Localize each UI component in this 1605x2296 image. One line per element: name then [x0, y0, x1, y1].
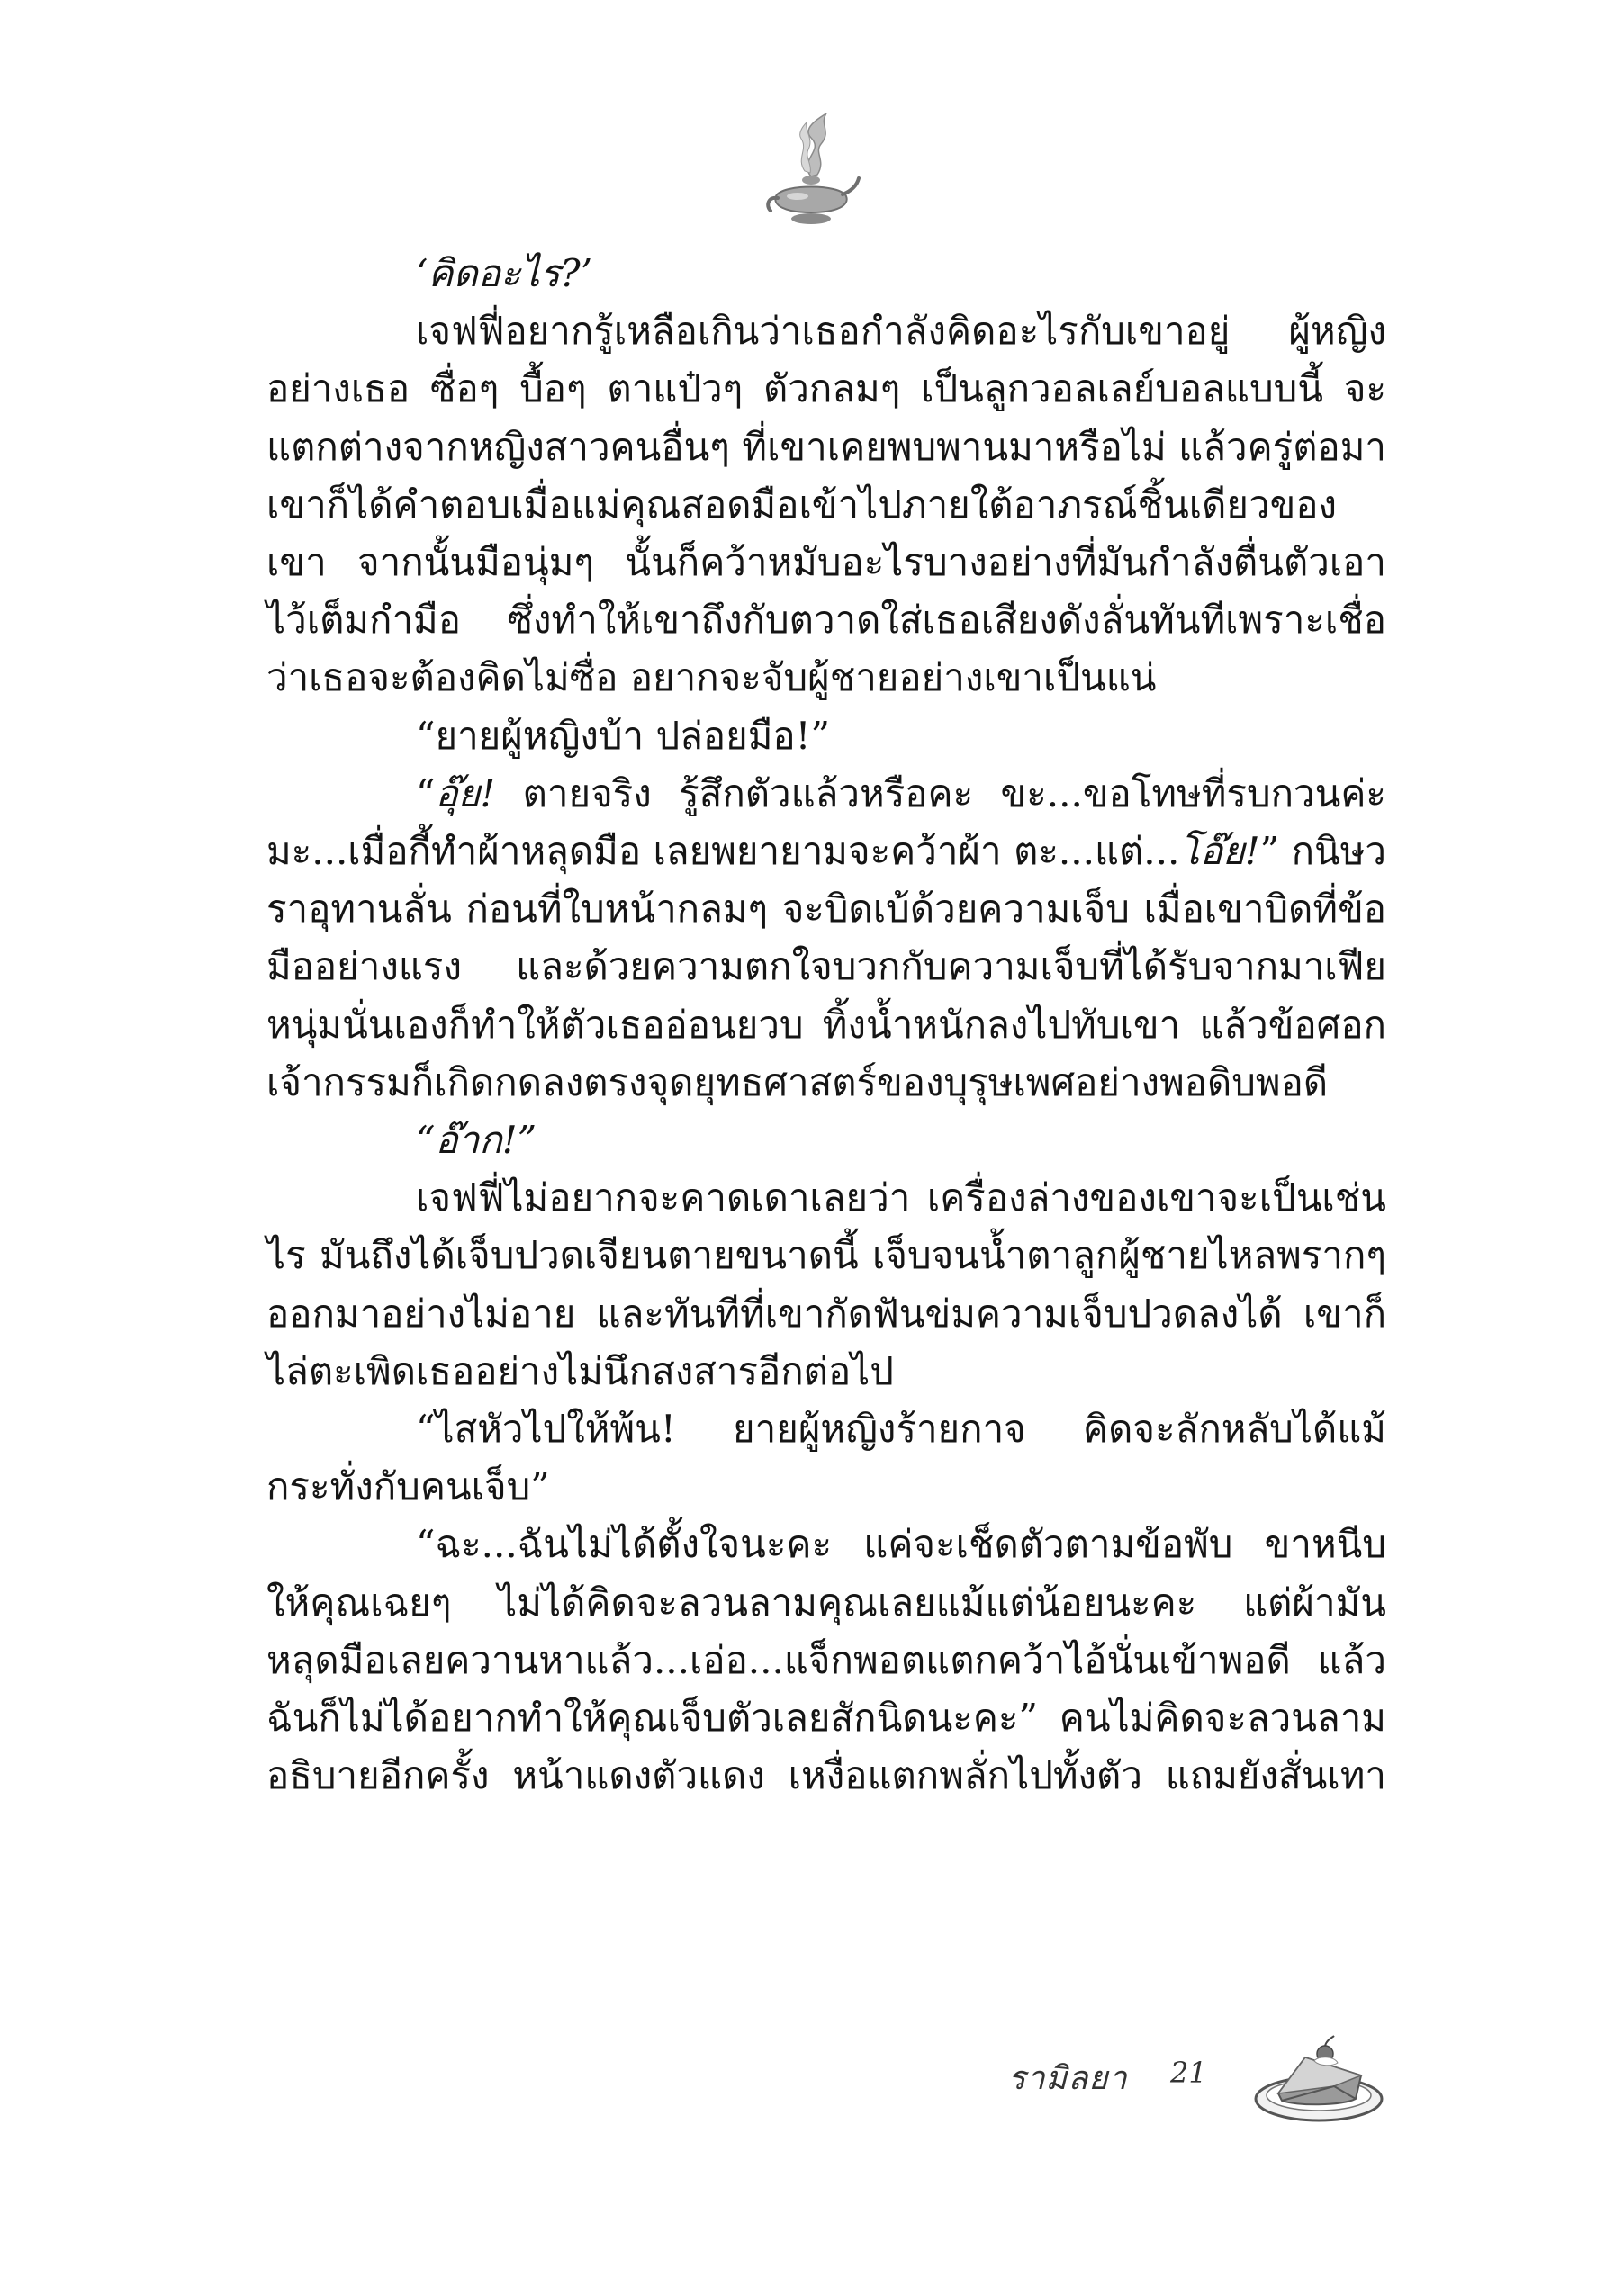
- emphasized-text: “อ๊าก!”: [416, 1118, 537, 1163]
- text-run: ตายจริง รู้สึกตัวแล้วหรือคะ ขะ...ขอโทษที่รบกวนค่ะ มะ...เมื่อกี้ทำผ้าหลุดมือ เลยพยายามจะคว้าผ้า ตะ...แต่...: [266, 770, 1386, 874]
- text-run: “ยายผู้หญิงบ้า ปล่อยมือ!”: [416, 713, 830, 758]
- paragraph: [266, 765, 1386, 1112]
- emphasized-text: โอ๊ย!: [1179, 829, 1260, 874]
- text-run: “: [416, 770, 436, 815]
- page-footer: [972, 2029, 1386, 2128]
- text-run: เจฟฟี่อยากรู้เหลือเกินว่าเธอกำลังคิดอะไรกับเขาอยู่ ผู้หญิงอย่างเธอ ซื่อๆ บื้อๆ ตาแป๋วๆ ตัวกลมๆ เป็นลูกวอลเลย์บอลแบบนี้ จะแตกต่างจากหญิงสาวคนอื่นๆ ที่เขาเคยพบพานมาหรือไม่ แล้วครู่ต่อมาเขาก็ได้คำตอบเมื่อแม่คุณสอดมือเข้าไปภายใต้อาภรณ์ชิ้นเดียวของเขา จากนั้นมือนุ่มๆ นั้นก็คว้าหมับอะไรบางอย่างที่มันกำลังตื่นตัวเอาไว้เต็มกำมือ ซึ่งทำให้เขาถึงกับตวาดใส่เธอเสียงดังลั่นทันทีเพราะเชื่อว่าเธอจะต้องคิดไม่ซื่อ อยากจะจับผู้ชายอย่างเขาเป็นแน่: [266, 309, 1386, 700]
- paragraph: [266, 707, 1386, 765]
- text-run: ” กนิษวราอุทานลั่น ก่อนที่ใบหน้ากลมๆ จะบิดเบ้ด้วยความเจ็บ เมื่อเขาบิดที่ข้อมืออย่างแรง และด้วยความตกใจบวกกับความเจ็บที่ได้รับจากมาเฟียหนุ่มนั่นเองก็ทำให้ตัวเธออ่อนยวบ ทิ้งน้ำหนักลงไปทับเขา แล้วข้อศอกเจ้ากรรมก็เกิดกดลงตรงจุดยุทธศาสตร์ของบุรุษเพศอย่างพอดิบพอดี: [266, 829, 1387, 1104]
- emphasized-text: ‘คิดอะไร?’: [416, 251, 593, 295]
- paragraph: [266, 1400, 1386, 1516]
- body-text: [266, 245, 1386, 1805]
- emphasized-text: อุ๊ย!: [435, 770, 496, 815]
- paragraph: [266, 245, 1386, 302]
- paragraph: [266, 302, 1386, 707]
- running-title: รามิลยา: [1008, 2060, 1128, 2097]
- cake-slice-icon: [1251, 2029, 1386, 2128]
- page-number: 21: [1170, 2056, 1207, 2090]
- paragraph: [266, 1112, 1386, 1169]
- text-run: “ฉะ...ฉันไม่ได้ตั้งใจนะคะ แค่จะเช็ดตัวตามข้อพับ ขาหนีบให้คุณเฉยๆ ไม่ได้คิดจะลวนลามคุณเลยแม้แต่น้อยนะคะ แต่ผ้ามันหลุดมือเลยควานหาแล้ว...เอ่อ...แจ็กพอตแตกคว้าไอ้นั่นเข้าพอดี แล้วฉันก็ไม่ได้อยากทำให้คุณเจ็บตัวเลยสักนิดนะคะ” คนไม่คิดจะลวนลามอธิบายอีกครั้ง หน้าแดงตัวแดง เหงื่อแตกพลั่กไปทั้งตัว แถมยังสั่นเทา: [266, 1522, 1386, 1798]
- text-run: “ไสหัวไปให้พ้น! ยายผู้หญิงร้ายกาจ คิดจะลักหลับได้แม้กระทั่งกับคนเจ็บ”: [266, 1407, 1386, 1509]
- paragraph: [266, 1169, 1386, 1400]
- paragraph: [266, 1516, 1386, 1805]
- text-run: เจฟฟี่ไม่อยากจะคาดเดาเลยว่า เครื่องล่างของเขาจะเป็นเช่นไร มันถึงได้เจ็บปวดเจียนตายขนาดนี้ เจ็บจนน้ำตาลูกผู้ชายไหลพรากๆ ออกมาอย่างไม่อาย และทันทีที่เขากัดฟันข่มความเจ็บปวดลงได้ เขาก็ไล่ตะเพิดเธออย่างไม่นึกสงสารอีกต่อไป: [266, 1175, 1386, 1393]
- genie-lamp-icon: [762, 106, 861, 232]
